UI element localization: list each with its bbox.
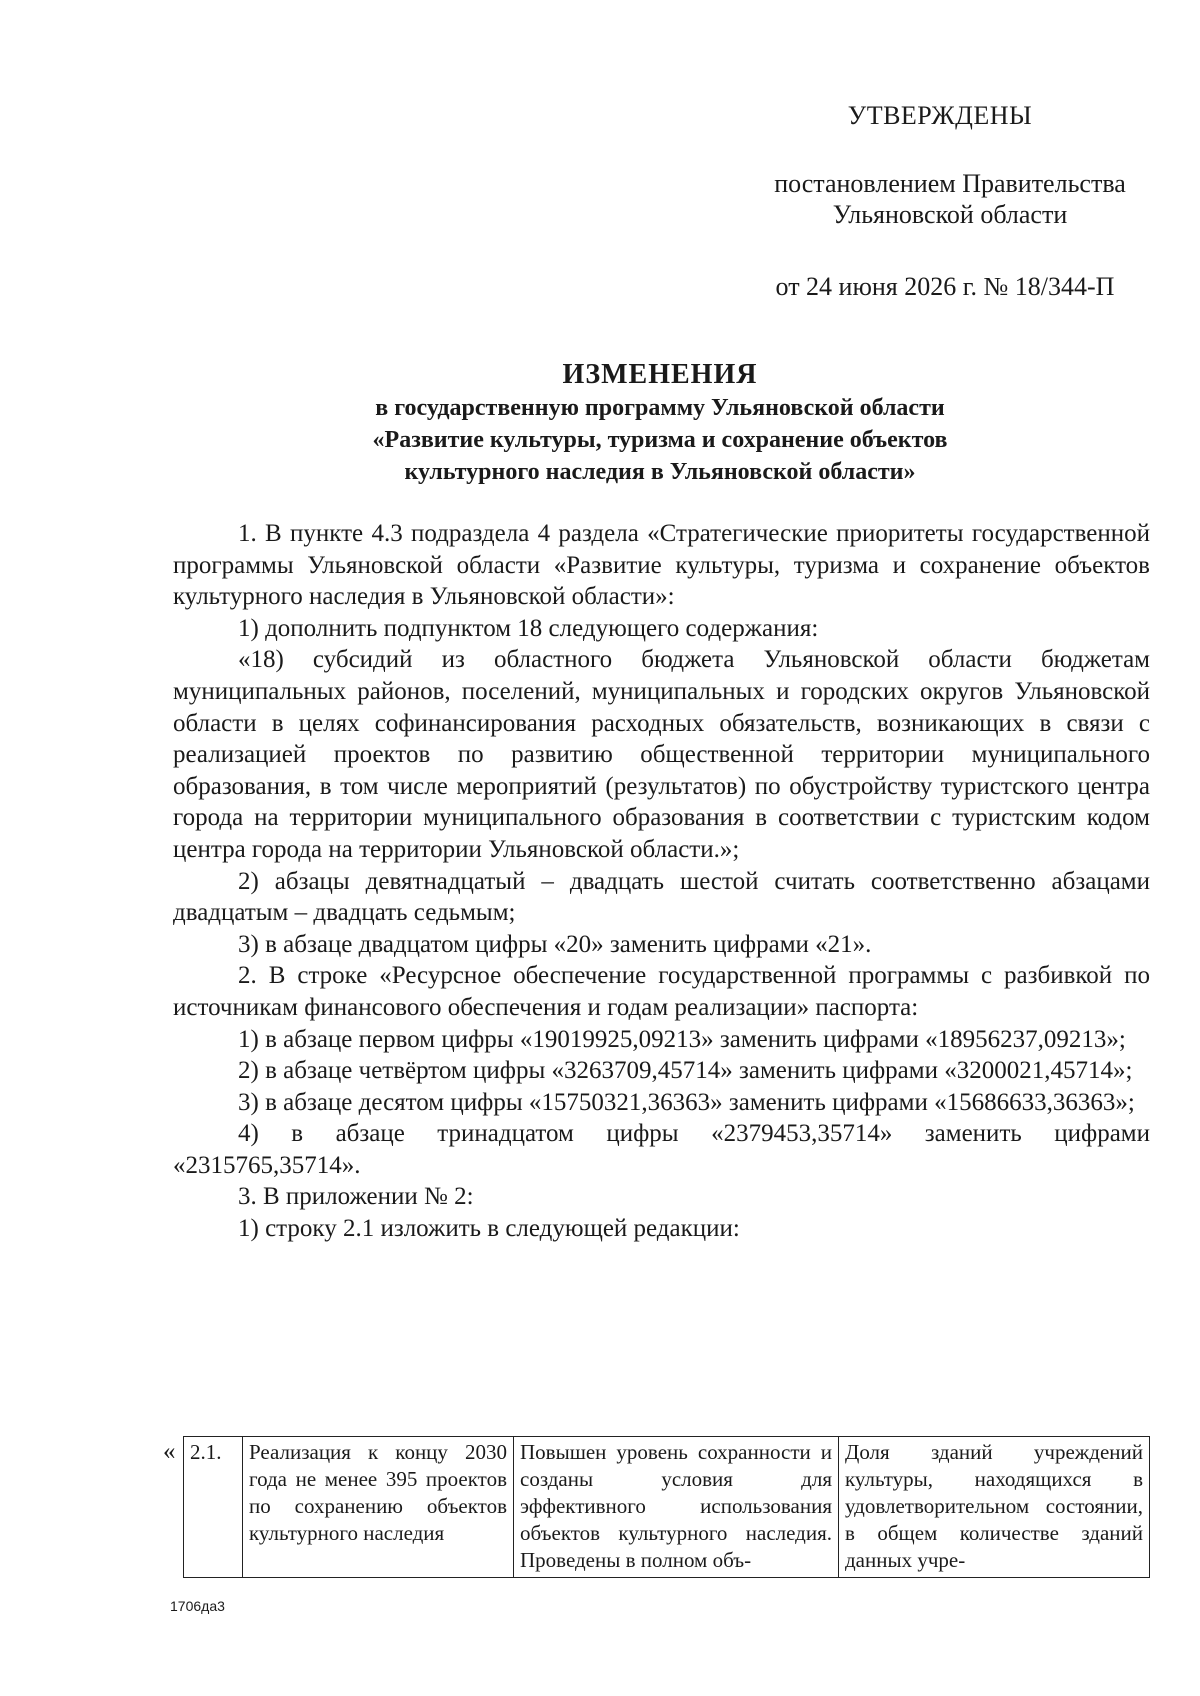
row-number-cell: 2.1. [184, 1437, 243, 1578]
document-heading [160, 358, 1160, 488]
heading-subtitle-2: «Развитие культуры, туризма и сохранение объектов [372, 427, 948, 453]
approval-title: УТВЕРЖДЕНЫ [847, 101, 1033, 130]
approval-authority [760, 168, 1140, 230]
amendment-table [183, 1436, 1150, 1578]
paragraph-1: 1. В пункте 4.3 подраздела 4 раздела «Стратегические приоритеты государственной программы Ульяновской области «Развитие культуры, туризма и сохранение объектов культурного наследия в Ульяновской области»: [173, 520, 1150, 611]
paragraph-6: 2. В строке «Ресурсное обеспечение государственной программы с разбивкой по источникам финансового обеспечения и годам реализации» паспорта: [173, 962, 1150, 1021]
paragraph-5: 3) в абзаце двадцатом цифры «20» заменить цифрами «21». [238, 930, 872, 958]
paragraph-2: 1) дополнить подпунктом 18 следующего содержания: [238, 614, 819, 642]
indicator-cell: Доля зданий учреждений культуры, находящихся в удовлетворительном состоянии, в общем количестве зданий данных учре- [839, 1437, 1150, 1578]
approval-line-2: Ульяновской области [832, 200, 1068, 229]
opening-quote: « [163, 1438, 176, 1465]
paragraph-9: 3) в абзаце десятом цифры «15750321,36363» заменить цифрами «15686633,36363»; [238, 1088, 1135, 1116]
paragraph-8: 2) в абзаце четвёртом цифры «3263709,45714» заменить цифрами «3200021,45714»; [238, 1057, 1133, 1085]
paragraph-4: 2) абзацы девятнадцатый – двадцать шестой считать соответственно абзацами двадцатым – двадцать седьмым; [173, 867, 1150, 927]
approval-date: от 24 июня 2026 г. № 18/344-П [775, 272, 1115, 301]
heading-subtitle-1: в государственную программу Ульяновской области [375, 395, 945, 421]
result-cell: Повышен уровень сохранности и созданы условия для эффективного использования объектов культурного наследия. Проведены в полном объ- [514, 1437, 839, 1578]
project-cell: Реализация к концу 2030 года не менее 395 проектов по сохранению объектов культурного наследия [243, 1437, 514, 1578]
paragraph-3: «18) субсидий из областного бюджета Ульяновской области бюджетам муниципальных районов, поселений, муниципальных и городских округов Ульяновской области в целях софинансирования расходных обязательств, возникающих в связи с реализацией проектов по развитию общественной территории муниципального образования, в том числе мероприятий (результатов) по обустройству туристского центра города на территории муниципального образования в соответствии с туристским кодом центра города на территории Ульяновской области.»; [173, 646, 1150, 863]
paragraph-10: 4) в абзаце тринадцатом цифры «2379453,35714» заменить цифрами «2315765,35714». [173, 1120, 1150, 1179]
footer-code: 1706да3 [170, 1598, 225, 1614]
paragraph-7: 1) в абзаце первом цифры «19019925,09213» заменить цифрами «18956237,09213»; [238, 1025, 1126, 1053]
document-body [173, 518, 1150, 1245]
paragraph-11: 3. В приложении № 2: [238, 1183, 474, 1211]
approval-line-1: постановлением Правительства [774, 169, 1126, 198]
heading-title: ИЗМЕНЕНИЯ [562, 359, 758, 390]
table-row [184, 1437, 1150, 1578]
paragraph-12: 1) строку 2.1 изложить в следующей редакции: [238, 1215, 740, 1243]
heading-subtitle-3: культурного наследия в Ульяновской области» [404, 459, 916, 485]
